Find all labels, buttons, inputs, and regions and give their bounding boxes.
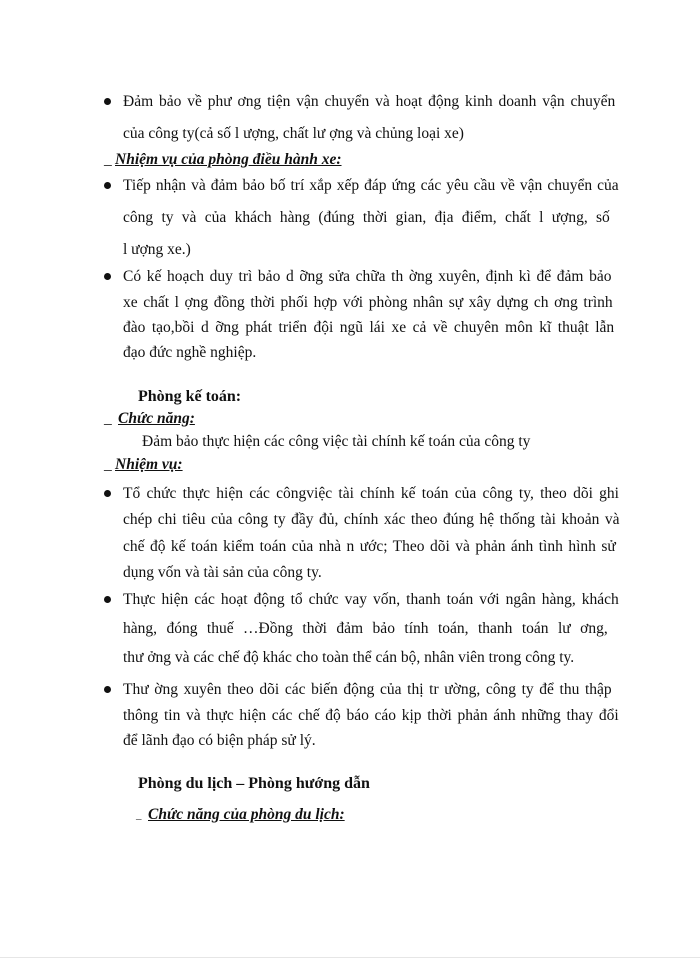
bullet-dot (104, 596, 111, 603)
dash-marker: _ (104, 410, 112, 427)
chuc-nang-text: Đảm bảo thực hiện các công việc tài chính kế toán của công ty (142, 433, 531, 450)
bullet-3-line-3: đào tạo,bồi d ỡng phát triển đội ngũ lái xe cả về chuyên môn kĩ thuật lẫn (123, 319, 615, 336)
bullet-5-line-3: thư ởng và các chế độ khác cho toàn thể cán bộ, nhân viên trong công ty. (123, 649, 575, 666)
bullet-4-line-2: chép chi tiêu của công ty đầy đủ, chính xác theo đúng hệ thống tài khoản và (123, 511, 620, 528)
ke-toan-title: Phòng kế toán: (138, 388, 242, 405)
bullet-dot (104, 182, 111, 189)
dieu-hanh-heading: Nhiệm vụ của phòng điều hành xe: (115, 151, 342, 168)
dash-marker: _ (104, 456, 112, 473)
page-bottom-rule (0, 957, 700, 958)
bullet-4-line-3: chế độ kế toán kiểm toán của nhà n ước; Theo dõi và phản ánh tình hình sử (123, 538, 616, 555)
nhiem-vu-label: Nhiệm vụ: (115, 456, 183, 473)
bullet-3-line-4: đạo đức nghề nghiệp. (123, 344, 257, 361)
bullet-6-line-2: thông tin và thực hiện các chế độ báo cáo kịp thời phản ánh những thay đổi (123, 707, 619, 724)
du-lich-title: Phòng du lịch – Phòng hướng dẫn (138, 775, 370, 792)
bullet-dot (104, 273, 111, 280)
bullet-dot (104, 98, 111, 105)
bullet-dot (104, 490, 111, 497)
bullet-2-line-3: l ượng xe.) (123, 241, 191, 258)
bullet-1-line-2: của công ty(cả số l ượng, chất lư ợng và chủng loại xe) (123, 125, 464, 142)
bullet-5-line-2: hàng, đóng thuế …Đồng thời đảm bảo tính toán, thanh toán lư ơng, (123, 620, 608, 637)
bullet-3-line-1: Có kế hoạch duy trì bảo d ỡng sửa chữa th ờng xuyên, định kì để đảm bảo (123, 268, 612, 285)
bullet-6-line-1: Thư ờng xuyên theo dõi các biến động của thị tr ường, công ty để thu thập (123, 681, 612, 698)
du-lich-chuc-nang: Chức năng của phòng du lịch: (148, 806, 345, 823)
bullet-1-line-1: Đảm bảo về phư ơng tiện vận chuyển và hoạt động kinh doanh vận chuyển (123, 93, 616, 110)
dash-marker: _ (136, 809, 142, 821)
bullet-6-line-3: để lãnh đạo có biện pháp sử lý. (123, 732, 316, 749)
bullet-2-line-2: công ty và của khách hàng (đúng thời gian, địa điểm, chất l ượng, số (123, 209, 610, 226)
bullet-3-line-2: xe chất l ợng đồng thời phối hợp với phòng nhân sự xây dựng ch ơng trình (123, 294, 613, 311)
chuc-nang-label: Chức năng: (118, 410, 195, 427)
bullet-2-line-1: Tiếp nhận và đảm bảo bố trí xắp xếp đáp ứng các yêu cầu về vận chuyển của (123, 177, 619, 194)
bullet-4-line-1: Tổ chức thực hiện các côngviệc tài chính kế toán của công ty, theo dõi ghi (123, 485, 619, 502)
dash-marker: _ (104, 151, 112, 168)
bullet-4-line-4: dụng vốn và tài sản của công ty. (123, 564, 322, 581)
bullet-dot (104, 686, 111, 693)
bullet-5-line-1: Thực hiện các hoạt động tổ chức vay vốn, thanh toán với ngân hàng, khách (123, 591, 619, 608)
